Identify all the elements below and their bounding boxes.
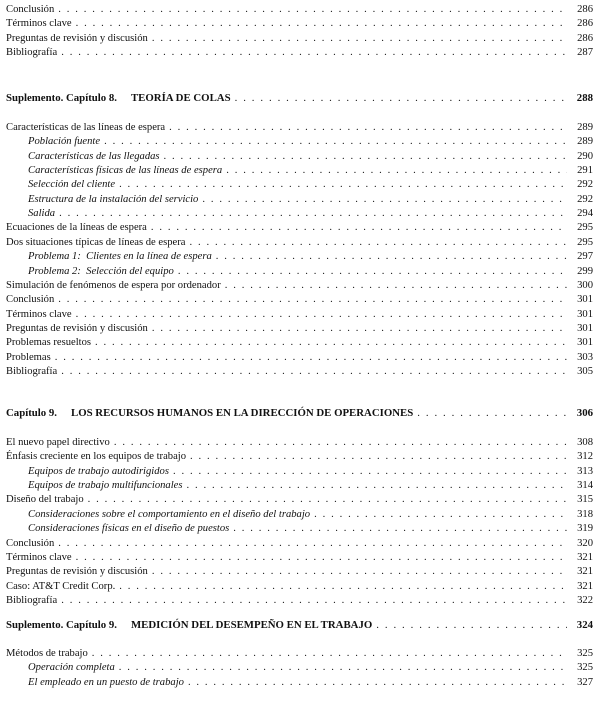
dot-leader xyxy=(235,91,567,105)
toc-entry[interactable] xyxy=(6,565,593,579)
toc-subentry[interactable] xyxy=(28,522,593,536)
entry-label: Conclusión xyxy=(6,4,55,15)
entry-label: Conclusión xyxy=(6,537,55,549)
toc-entry[interactable] xyxy=(6,365,593,379)
dot-leader xyxy=(61,594,567,608)
toc-subentry[interactable] xyxy=(28,479,593,493)
entry-label: Características físicas de las líneas de espera xyxy=(28,165,223,177)
toc-entry[interactable] xyxy=(6,221,593,235)
toc-entry[interactable] xyxy=(6,537,593,551)
entry-label: Caso: AT&T Credit Corp. xyxy=(6,580,116,592)
page-number: 299 xyxy=(577,265,593,277)
section-heading[interactable] xyxy=(6,91,593,105)
entry-label: Equipos de trabajo multifuncionales xyxy=(28,480,183,492)
page-number: 325 xyxy=(577,648,593,659)
toc-entry[interactable] xyxy=(6,594,593,608)
dot-leader xyxy=(173,465,567,479)
dot-leader xyxy=(152,565,567,579)
entry-label: Preguntas de revisión y discusión xyxy=(6,32,148,44)
page-number: 286 xyxy=(577,32,593,44)
dot-leader xyxy=(225,279,567,293)
toc-entry[interactable] xyxy=(6,493,593,507)
toc-subentry[interactable] xyxy=(28,150,593,164)
page-number: 321 xyxy=(577,551,593,563)
dot-leader xyxy=(152,322,567,336)
dot-leader xyxy=(76,17,567,31)
toc-subentry[interactable] xyxy=(28,207,593,221)
page-number: 289 xyxy=(577,122,593,133)
toc-entry[interactable] xyxy=(6,17,593,31)
toc-subentry[interactable] xyxy=(28,193,593,207)
toc-subentry[interactable] xyxy=(28,250,593,264)
toc-entry[interactable] xyxy=(6,308,593,322)
toc-entry[interactable] xyxy=(6,293,593,307)
dot-leader xyxy=(169,121,567,135)
page-number: 289 xyxy=(577,136,593,148)
entry-label: Conclusión xyxy=(6,294,55,306)
toc-subentry[interactable] xyxy=(28,135,593,149)
entry-label: Problema 1: Clientes en la línea de espera xyxy=(28,251,212,263)
page-number: 295 xyxy=(577,222,593,234)
toc-subentry[interactable] xyxy=(28,164,593,178)
toc-entry[interactable] xyxy=(6,551,593,565)
page-number: 291 xyxy=(577,165,593,177)
dot-leader xyxy=(151,221,567,235)
page-number: 305 xyxy=(577,365,593,377)
entry-label: Preguntas de revisión y discusión xyxy=(6,566,148,578)
section-heading-label xyxy=(6,406,413,420)
entry-label: Términos clave xyxy=(6,308,72,320)
page-number: 320 xyxy=(577,537,593,549)
dot-leader xyxy=(61,46,567,60)
entry-label: Operación completa xyxy=(28,662,115,674)
page-number: 319 xyxy=(577,523,593,535)
toc-subentry[interactable] xyxy=(28,178,593,192)
entry-label: Métodos de trabajo xyxy=(6,648,88,659)
dot-leader xyxy=(95,336,567,350)
entry-label: Términos clave xyxy=(6,18,72,30)
dot-leader xyxy=(190,450,567,464)
dot-leader xyxy=(119,661,567,675)
dot-leader xyxy=(76,551,567,565)
page-number: 301 xyxy=(577,337,593,349)
dot-leader xyxy=(119,580,567,594)
page-number: 301 xyxy=(577,294,593,306)
page-number: 292 xyxy=(577,179,593,191)
page-number: 306 xyxy=(576,407,593,419)
dot-leader xyxy=(233,522,567,536)
entry-label: Términos clave xyxy=(6,551,72,563)
entry-label: Bibliografía xyxy=(6,47,58,59)
dot-leader xyxy=(104,135,567,149)
entry-label: Consideraciones sobre el comportamiento en el diseño del trabajo xyxy=(28,508,311,520)
toc-entry[interactable] xyxy=(6,322,593,336)
toc-entry[interactable] xyxy=(6,647,593,661)
page-number: 314 xyxy=(577,480,593,492)
toc-entry[interactable] xyxy=(6,279,593,293)
page-number: 313 xyxy=(577,465,593,477)
entry-label: El empleado en un puesto de trabajo xyxy=(28,676,184,688)
toc-entry[interactable] xyxy=(6,580,593,594)
entry-label: Simulación de fenómenos de espera por ordenador xyxy=(6,279,221,291)
entry-label: Dos situaciones típicas de líneas de espera xyxy=(6,236,186,248)
entry-label: Ecuaciones de la líneas de espera xyxy=(6,222,147,234)
page-number: 321 xyxy=(577,566,593,578)
page-number: 300 xyxy=(577,279,593,291)
dot-leader xyxy=(216,250,567,264)
page-number: 312 xyxy=(577,451,593,463)
entry-label: Problemas xyxy=(6,351,51,363)
toc-entry[interactable] xyxy=(6,3,593,17)
section-heading-prefix: Suplemento. Capítulo 9. xyxy=(6,619,117,631)
section-heading-title: TEORÍA DE COLAS xyxy=(130,92,231,104)
page-number: 327 xyxy=(577,676,593,688)
toc-subentry[interactable] xyxy=(28,465,593,479)
page-number: 297 xyxy=(577,251,593,263)
entry-label: Preguntas de revisión y discusión xyxy=(6,322,148,334)
page-number: 301 xyxy=(577,322,593,334)
entry-label: Bibliografía xyxy=(6,594,58,606)
entry-label: Población fuente xyxy=(28,136,101,148)
dot-leader xyxy=(417,406,567,420)
dot-leader xyxy=(61,365,567,379)
toc-entry[interactable] xyxy=(6,336,593,350)
page-number: 322 xyxy=(577,594,593,606)
page-number: 301 xyxy=(577,308,593,320)
toc-subentry[interactable] xyxy=(28,265,593,279)
dot-leader xyxy=(189,236,567,250)
toc-entry[interactable] xyxy=(6,450,593,464)
toc-subentry[interactable] xyxy=(28,661,593,675)
entry-label: Diseño del trabajo xyxy=(6,494,84,506)
dot-leader xyxy=(164,150,567,164)
toc-entry[interactable] xyxy=(6,236,593,250)
section-heading-title: MEDICIÓN DEL DESEMPEÑO EN EL TRABAJO xyxy=(130,619,373,631)
dot-leader xyxy=(55,351,567,365)
dot-leader xyxy=(76,308,567,322)
page-number: 308 xyxy=(577,437,593,448)
dot-leader xyxy=(226,164,567,178)
entry-label: Características de las líneas de espera xyxy=(6,122,166,133)
dot-leader xyxy=(186,479,567,493)
section-heading[interactable] xyxy=(6,406,593,420)
section-heading-prefix: Capítulo 9. xyxy=(6,407,57,419)
entry-label: Problemas resueltos xyxy=(6,337,92,349)
page-number: 286 xyxy=(577,18,593,30)
dot-leader xyxy=(88,493,567,507)
entry-label: Énfasis creciente en los equipos de trabajo xyxy=(6,451,187,463)
page-number: 292 xyxy=(577,193,593,205)
entry-label: Características de las llegadas xyxy=(28,150,160,162)
dot-leader xyxy=(58,293,567,307)
dot-leader xyxy=(178,265,567,279)
toc-entry[interactable] xyxy=(6,436,593,450)
dot-leader xyxy=(92,647,567,661)
page-number: 288 xyxy=(576,92,593,104)
page-number: 286 xyxy=(577,4,593,15)
page-number: 290 xyxy=(577,150,593,162)
dot-leader xyxy=(58,3,567,17)
toc-subentry[interactable] xyxy=(28,508,593,522)
dot-leader xyxy=(202,193,567,207)
page-number: 321 xyxy=(577,580,593,592)
entry-label: Equipos de trabajo autodirigidos xyxy=(28,465,169,477)
entry-label: Salida xyxy=(28,208,56,220)
page-number: 318 xyxy=(577,508,593,520)
page-number: 295 xyxy=(577,236,593,248)
toc-entry[interactable] xyxy=(6,46,593,60)
page-number: 294 xyxy=(577,208,593,220)
page-number: 325 xyxy=(577,662,593,674)
entry-label: Problema 2: Selección del equipo xyxy=(28,265,174,277)
dot-leader xyxy=(376,618,567,632)
toc-subentry[interactable] xyxy=(28,676,593,690)
dot-leader xyxy=(188,676,567,690)
dot-leader xyxy=(114,436,567,450)
page-number: 287 xyxy=(577,47,593,59)
toc-entry[interactable] xyxy=(6,351,593,365)
entry-label: Estructura de la instalación del servicio xyxy=(28,193,199,205)
page-number: 303 xyxy=(577,351,593,363)
dot-leader xyxy=(59,207,567,221)
entry-label: El nuevo papel directivo xyxy=(6,437,110,448)
section-heading-title: LOS RECURSOS HUMANOS EN LA DIRECCIÓN DE OPERACIONES xyxy=(71,407,414,419)
section-heading[interactable] xyxy=(6,618,593,632)
entry-label: Bibliografía xyxy=(6,365,58,377)
dot-leader xyxy=(58,537,567,551)
page-number: 315 xyxy=(577,494,593,506)
section-heading-prefix: Suplemento. Capítulo 8. xyxy=(6,92,117,104)
entry-label: Selección del cliente xyxy=(28,179,116,191)
toc-entry[interactable] xyxy=(6,121,593,135)
section-heading-label xyxy=(6,91,231,105)
section-heading-label xyxy=(6,618,372,632)
dot-leader xyxy=(119,178,567,192)
dot-leader xyxy=(314,508,567,522)
toc-entry[interactable] xyxy=(6,32,593,46)
dot-leader xyxy=(152,32,567,46)
entry-label: Consideraciones físicas en el diseño de puestos xyxy=(28,523,230,535)
page-number: 324 xyxy=(576,619,593,631)
